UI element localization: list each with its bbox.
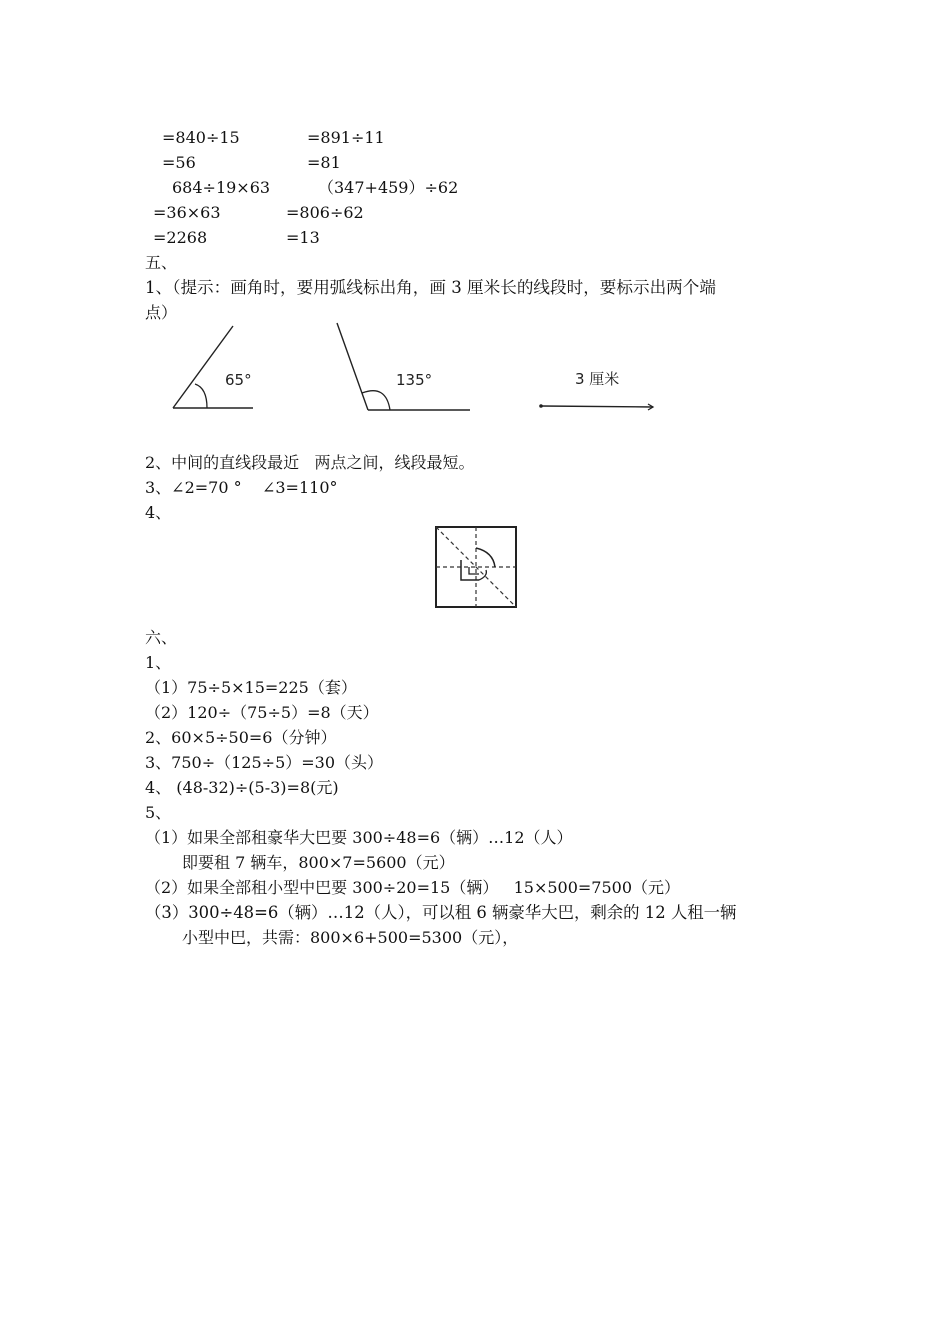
calc-line-1b: =891÷11 (307, 128, 385, 147)
section6-q1: 1、 (145, 653, 172, 672)
section6-q4: 4、 (48-32)÷(5-3)=8(元) (145, 778, 339, 797)
calc-line-2a: =56 (162, 153, 196, 172)
section6-q1-b: （2）120÷（75÷5）=8（天） (145, 703, 379, 722)
calc-line-1a: =840÷15 (162, 128, 240, 147)
segment-3cm-label: 3 厘米 (575, 370, 620, 388)
calc-line-5a: =2268 (153, 228, 208, 247)
section-heading-6: 六、 (145, 628, 178, 647)
section6-q5-3a: （3）300÷48=6（辆）…12（人），可以租 6 辆豪华大巴，剩余的 12 人租一辆 (145, 903, 737, 922)
calc-line-3a: 684÷19×63 (172, 178, 271, 197)
section6-q5-1b: 即要租 7 辆车，800×7=5600（元） (182, 853, 455, 872)
section6-q3: 3、750÷（125÷5）=30（头） (145, 753, 384, 772)
segment-3cm-figure (535, 360, 660, 415)
section6-q5-1a: （1）如果全部租豪华大巴要 300÷48=6（辆）…12（人） (145, 828, 573, 847)
section5-q2: 2、中间的直线段最近 两点之间，线段最短。 (145, 453, 475, 472)
calc-line-5b: =13 (286, 228, 320, 247)
calc-line-4a: =36×63 (153, 203, 221, 222)
calc-line-3b: （347+459）÷62 (318, 178, 459, 197)
section-heading-5: 五、 (145, 253, 178, 272)
section5-q3: 3、∠2=70 ° ∠3=110° (145, 478, 338, 497)
calc-line-4b: =806÷62 (286, 203, 364, 222)
folded-square-figure (433, 524, 521, 610)
angle-135-label: 135° (396, 371, 433, 389)
section6-q5-2: （2）如果全部租小型中巴要 300÷20=15（辆） 15×500=7500（元） (145, 878, 681, 897)
angle-135-figure (330, 320, 475, 414)
section5-q1-line1: 1、（提示：画角时，要用弧线标出角，画 3 厘米长的线段时，要标示出两个端 (145, 278, 716, 297)
section6-q5-3b: 小型中巴，共需：800×6+500=5300（元）， (182, 928, 519, 947)
section5-q1-line2: 点） (145, 303, 178, 322)
section6-q2: 2、60×5÷50=6（分钟） (145, 728, 337, 747)
calc-line-2b: =81 (307, 153, 341, 172)
angle-65-figure (165, 322, 260, 414)
section5-q4: 4、 (145, 503, 172, 522)
section6-q1-a: （1）75÷5×15=225（套） (145, 678, 357, 697)
angle-65-label: 65° (225, 371, 252, 389)
section6-q5: 5、 (145, 803, 172, 822)
